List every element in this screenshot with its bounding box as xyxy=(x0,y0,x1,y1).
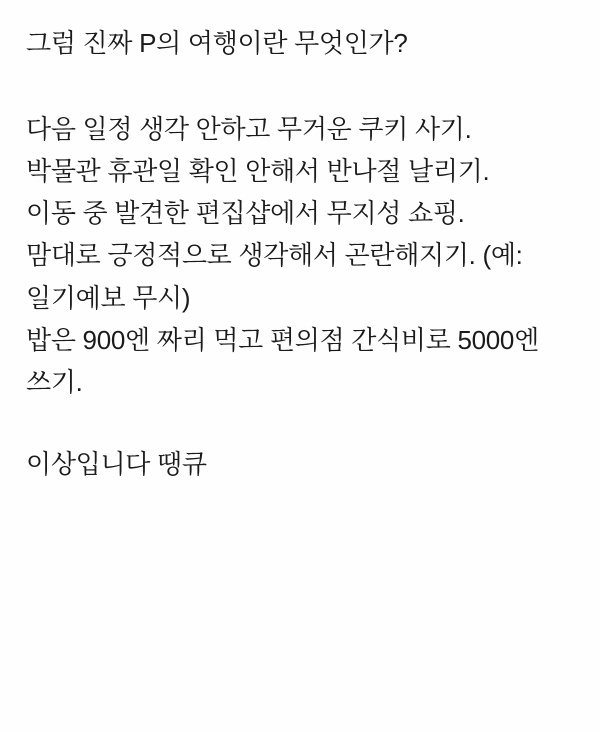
body-line: 맘대로 긍정적으로 생각해서 곤란해지기. (예: 일기예보 무시) xyxy=(26,240,530,313)
body-line: 박물관 휴관일 확인 안해서 반나절 날리기. xyxy=(26,156,490,187)
body-line: 이동 중 발견한 편집샵에서 무지성 쇼핑. xyxy=(26,198,465,229)
body-line: 밥은 900엔 짜리 먹고 편의점 간식비로 5000엔 쓰기. xyxy=(26,324,546,397)
document-heading: 그럼 진짜 P의 여행이란 무엇인가? xyxy=(26,28,408,58)
body-line: 다음 일정 생각 안하고 무거운 쿠키 사기. xyxy=(26,114,472,145)
document-body xyxy=(26,108,574,403)
heading-body-spacer xyxy=(26,64,574,108)
body-closing-spacer xyxy=(26,403,574,443)
document-closing: 이상입니다 땡큐 xyxy=(26,448,207,479)
